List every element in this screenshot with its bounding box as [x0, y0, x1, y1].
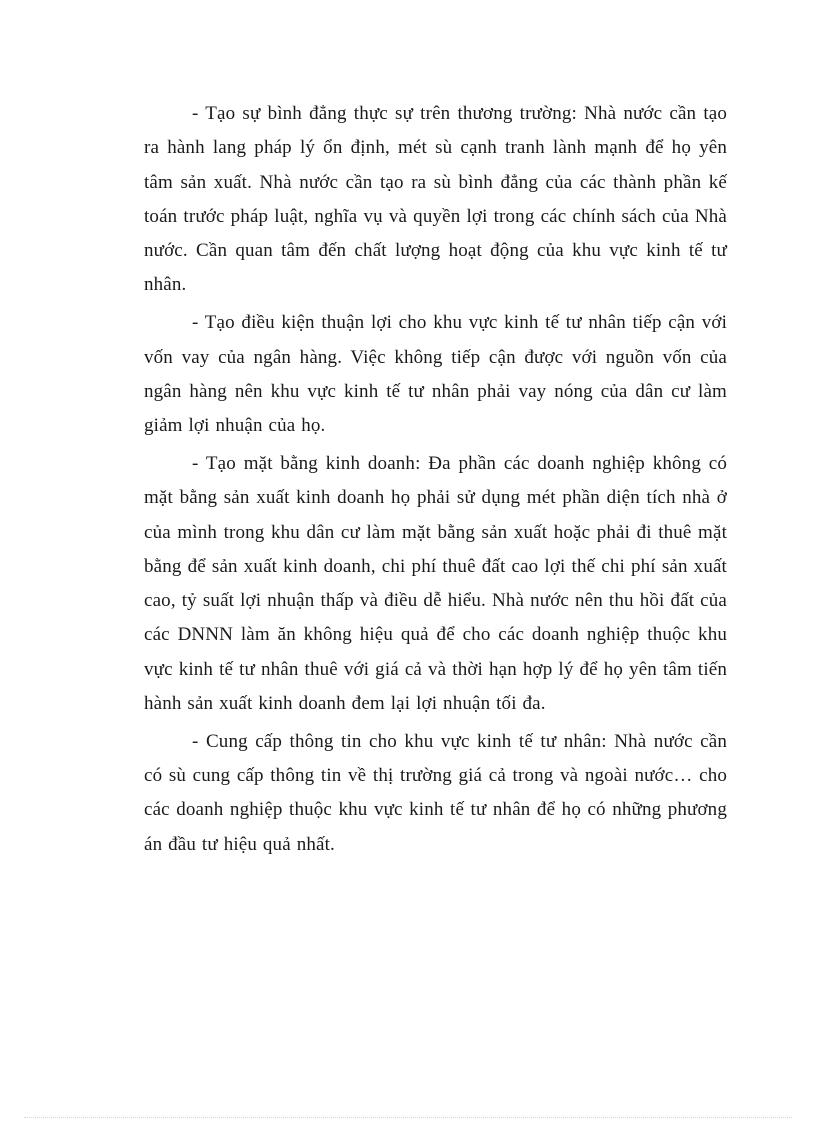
paragraph-business-premises: - Tạo mặt bằng kinh doanh: Đa phần các doanh nghiệp không có mặt bằng sản xuất kinh doanh họ phải sử dụng mét phần diện tích nhà ở của mình trong khu dân cư làm mặt bằng sản xuất hoặc phải đi thuê mặt bằng để sản xuất kinh doanh, chi phí thuê đất cao lợi thế chi phí sản xuất cao, tỷ suất lợi nhuận thấp và điều dễ hiểu. Nhà nước nên thu hồi đất của các DNNN làm ăn không hiệu quả để cho các doanh nghiệp thuộc khu vực kinh tế tư nhân thuê với giá cả và thời hạn hợp lý để họ yên tâm tiến hành sản xuất kinh doanh đem lại lợi nhuận tối đa.: [144, 452, 727, 715]
page-bottom-divider: [24, 1117, 792, 1118]
paragraph-bank-loans: - Tạo điều kiện thuận lợi cho khu vực kinh tế tư nhân tiếp cận với vốn vay của ngân hàng. Việc không tiếp cận được với nguồn vốn của ngân hàng nên khu vực kinh tế tư nhân phải vay nóng của dân cư làm giảm lợi nhuận của họ.: [144, 312, 727, 437]
paragraph-information-supply: - Cung cấp thông tin cho khu vực kinh tế tư nhân: Nhà nước cần có sù cung cấp thông tin về thị trường giá cả trong và ngoài nước… cho các doanh nghiệp thuộc khu vực kinh tế tư nhân để họ có những phương án đầu tư hiệu quả nhất.: [144, 730, 727, 855]
document-body: [144, 97, 727, 862]
paragraph-equal-competition: - Tạo sự bình đẳng thực sự trên thương trường: Nhà nước cần tạo ra hành lang pháp lý ổn định, mét sù cạnh tranh lành mạnh để họ yên tâm sản xuất. Nhà nước cần tạo ra sù bình đẳng của các thành phần kế toán trước pháp luật, nghĩa vụ và quyền lợi trong các chính sách của Nhà nước. Cần quan tâm đến chất lượng hoạt động của khu vực kinh tế tư nhân.: [144, 103, 727, 296]
